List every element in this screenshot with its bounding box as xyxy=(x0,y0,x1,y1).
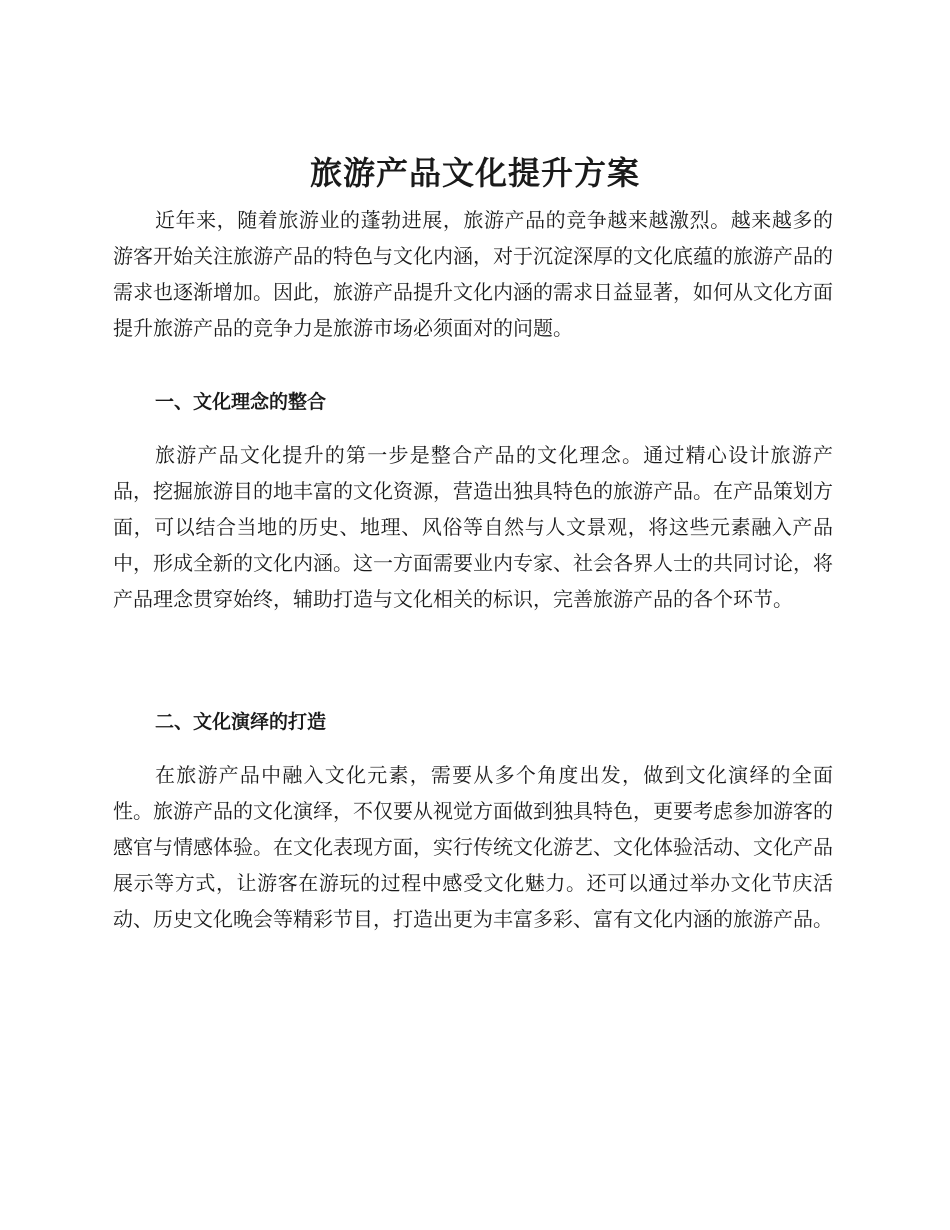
intro-paragraph: 近年来，随着旅游业的蓬勃进展，旅游产品的竞争越来越激烈。越来越多的游客开始关注旅游产品的特色与文化内涵，对于沉淀深厚的文化底蕴的旅游产品的需求也逐渐增加。因此，旅游产品提升文化内涵的需求日益显著，如何从文化方面提升旅游产品的竞争力是旅游市场必须面对的问题。 xyxy=(113,208,833,340)
page-title: 旅游产品文化提升方案 xyxy=(309,154,640,192)
section-body-culture-performance: 在旅游产品中融入文化元素，需要从多个角度出发，做到文化演绎的全面性。旅游产品的文化演绎，不仅要从视觉方面做到独具特色，更要考虑参加游客的感官与情感体验。在文化表现方面，实行传统文化游艺、文化体验活动、文化产品展示等方式，让游客在游玩的过程中感受文化魅力。还可以通过举办文化节庆活动、历史文化晚会等精彩节目，打造出更为丰富多彩、富有文化内涵的旅游产品。 xyxy=(113,763,833,931)
section-body-culture-concept: 旅游产品文化提升的第一步是整合产品的文化理念。通过精心设计旅游产品，挖掘旅游目的地丰富的文化资源，营造出独具特色的旅游产品。在产品策划方面，可以结合当地的历史、地理、风俗等自然与人文景观，将这些元素融入产品中，形成全新的文化内涵。这一方面需要业内专家、社会各界人士的共同讨论，将产品理念贯穿始终，辅助打造与文化相关的标识，完善旅游产品的各个环节。 xyxy=(113,443,833,611)
section-heading-culture-performance: 二、文化演绎的打造 xyxy=(155,711,327,733)
section-heading-culture-concept: 一、文化理念的整合 xyxy=(155,391,327,413)
